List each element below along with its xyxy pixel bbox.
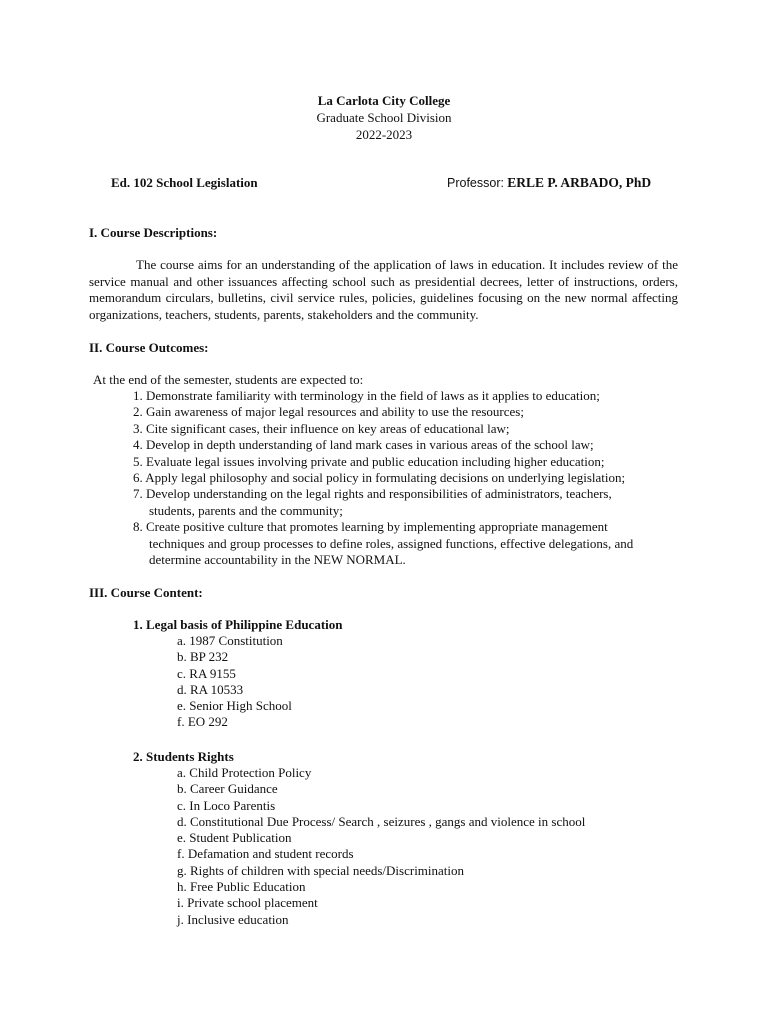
division-name: Graduate School Division [316,110,452,125]
list-item: h. Free Public Education [177,879,306,895]
list-item: d. Constitutional Due Process/ Search , seizures , gangs and violence in school [177,813,586,829]
professor-label: Professor: [447,176,504,190]
section-items [177,765,585,928]
outcome-line-continued: techniques and group processes to define roles, assigned functions, effective delegations, and [149,535,634,551]
outcomes-list [133,388,693,568]
list-item: b. BP 232 [177,649,229,665]
list-item: i. Private school placement [177,895,318,911]
list-item: e. Senior High School [177,698,292,714]
list-item: f. EO 292 [177,714,228,730]
list-item: d. RA 10533 [177,681,244,697]
section-title: 2. Students Rights [133,749,234,764]
outcome-line: 1. Demonstrate familiarity with terminology in the field of laws as it applies to education; [133,388,600,403]
school-year: 2022-2023 [355,127,413,142]
descriptions-text: The course aims for an understanding of the application of laws in education. It includes review of the service manual and other issuances affecting school such as presidential decrees, letter of instructions, orders, memorandum circulars, bulletins, civil service rules, policies, guidelines focusing on the new normal affecting organizations, teachers, students, parents, stakeholders and the community. [89,257,678,322]
list-item: e. Student Publication [177,830,292,846]
list-item: a. Child Protection Policy [177,765,312,780]
list-item: c. RA 9155 [177,665,236,681]
outcome-line: 4. Develop in depth understanding of land mark cases in various areas of the school law; [133,437,594,453]
outcome-line: 2. Gain awareness of major legal resources and ability to use the resources; [133,404,524,420]
outcome-line: 7. Develop understanding on the legal rights and responsibilities of administrators, teachers, [133,486,612,502]
outcomes-intro: At the end of the semester, students are expected to: [93,372,364,387]
professor-name: ERLE P. ARBADO, PhD [507,175,652,190]
outcome-line: 3. Cite significant cases, their influence on key areas of educational law; [133,420,510,436]
section-items [177,633,292,731]
list-item: b. Career Guidance [177,781,278,797]
outcome-line: 5. Evaluate legal issues involving private and public education including higher education; [133,453,605,469]
section-title: 1. Legal basis of Philippine Education [133,617,343,632]
list-item: f. Defamation and student records [177,846,354,862]
institution-name: La Carlota City College [317,93,451,108]
descriptions-heading: I. Course Descriptions: [89,225,218,240]
outcome-line-continued: determine accountability in the NEW NORMAL. [149,552,406,568]
course-title: Ed. 102 School Legislation [111,175,258,190]
professor-line [447,175,651,191]
descriptions-paragraph [89,257,678,323]
outcome-line: 6. Apply legal philosophy and social policy in formulating decisions on underlying legislation; [133,470,626,486]
outcome-line: 8. Create positive culture that promotes learning by implementing appropriate management [133,519,608,535]
outcomes-heading: II. Course Outcomes: [89,340,209,355]
list-item: a. 1987 Constitution [177,633,283,648]
list-item: c. In Loco Parentis [177,797,276,813]
list-item: j. Inclusive education [177,911,289,927]
list-item: g. Rights of children with special needs/Discrimination [177,862,465,878]
outcome-line-continued: students, parents and the community; [149,502,343,518]
content-heading: III. Course Content: [89,585,203,600]
